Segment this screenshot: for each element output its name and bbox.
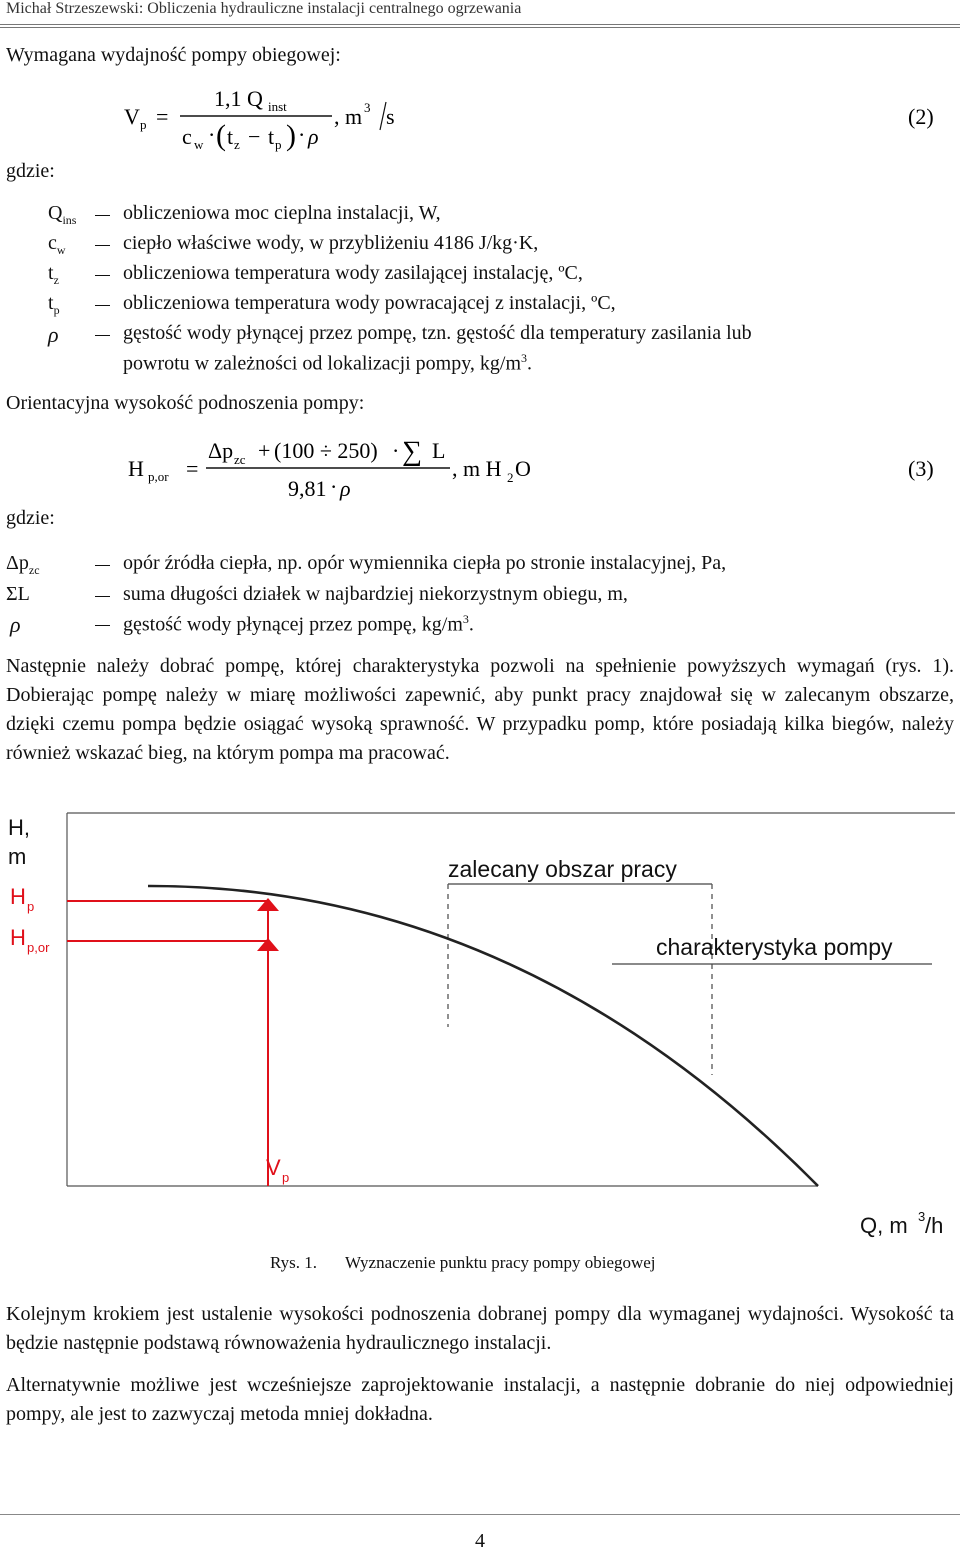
formula2-paren-open: ( bbox=[216, 119, 226, 152]
section-heading-pump-head: Orientacyjna wysokość podnoszenia pompy: bbox=[6, 392, 365, 414]
formula2-den-tp-sub: p bbox=[275, 137, 282, 152]
formula2-lhs-sub: p bbox=[140, 117, 147, 132]
formula2-unit: , m bbox=[334, 104, 363, 129]
hpor-label: H bbox=[10, 925, 26, 950]
vp-label: V bbox=[266, 1155, 281, 1180]
formula2-den-tz-sub: z bbox=[234, 137, 240, 152]
def1-symbol-tz: $t_z$ bbox=[48, 262, 59, 287]
def1-dash-4 bbox=[95, 305, 110, 306]
region-label: zalecany obszar pracy bbox=[448, 856, 677, 882]
formula-3 bbox=[110, 428, 950, 506]
hp-arrowhead bbox=[257, 898, 279, 911]
pump-characteristic-curve bbox=[148, 886, 818, 1186]
formula3-num-dp: Δp bbox=[208, 438, 234, 463]
formula2-paren-close: ) bbox=[286, 119, 296, 152]
formula3-lhs-sub: p,or bbox=[148, 469, 169, 484]
formula3-rho: ρ bbox=[340, 476, 351, 501]
def2-text-dpzc: opór źródła ciepła, np. opór wymiennika ciepła po stronie instalacyjnej, Pa, bbox=[123, 552, 727, 574]
curve-label: charakterystyka pompy bbox=[656, 934, 893, 960]
vp-label-sub: p bbox=[282, 1170, 290, 1185]
paragraph-alternative: Alternatywnie możliwe jest wcześniejsze zaprojektowanie instalacji, a następnie dobranie do niej odpowiedniej pompy, ale jest to zazwyczaj metoda mniej dokładna. bbox=[6, 1374, 954, 1425]
def1-symbol-qins: $Q_{ins}$ bbox=[48, 202, 77, 227]
def2-text-rho: gęstość wody płynącej przez pompę, $kg/m^3$. bbox=[123, 612, 474, 636]
def1-text-qins: obliczeniowa moc cieplna instalacji, W, bbox=[123, 202, 441, 224]
paragraph-next-step: Kolejnym krokiem jest ustalenie wysokości podnoszenia dobranej pompy dla wymaganej wydajności. Wysokość ta będzie następnie podstawą równoważenia hydraulicznego instalacji. bbox=[6, 1303, 954, 1354]
formula3-dot-1: · bbox=[392, 438, 400, 463]
y-axis-label-m: m bbox=[8, 844, 27, 869]
page-number: 4 bbox=[475, 1530, 485, 1552]
formula2-minus: − bbox=[248, 124, 261, 149]
formula2-num: 1,1 Q bbox=[214, 86, 263, 111]
formula2-lhs: V bbox=[124, 104, 140, 129]
formula3-L: L bbox=[432, 438, 446, 463]
def2-dash-1 bbox=[95, 565, 110, 566]
figure-caption-text: Wyznaczenie punktu pracy pompy obiegowej bbox=[345, 1253, 656, 1272]
hpor-arrowhead bbox=[257, 938, 279, 951]
formula3-den: 9,81 bbox=[288, 476, 327, 501]
formula3-lhs: H bbox=[128, 456, 144, 481]
formula2-den-tp: t bbox=[268, 124, 275, 149]
where-label-2: gdzie: bbox=[6, 507, 55, 529]
def1-dash-3 bbox=[95, 275, 110, 276]
def1-symbol-tp: $t_p$ bbox=[48, 292, 60, 317]
def1-dash-5 bbox=[95, 335, 110, 336]
formula2-rho: ρ bbox=[308, 124, 319, 149]
formula2-unit-sup: 3 bbox=[364, 100, 371, 115]
formula2-den-tz: t bbox=[227, 124, 234, 149]
header-rule bbox=[0, 24, 960, 25]
formula2-num-sub: inst bbox=[268, 99, 287, 114]
hpor-label-sub: p,or bbox=[27, 940, 50, 955]
formula3-plus: + bbox=[258, 438, 271, 463]
figure-pump-working-point bbox=[0, 805, 960, 1260]
def1-text-rho: gęstość wody płynącej przez pompę, tzn. gęstość dla temperatury zasilania lub bbox=[123, 322, 752, 344]
formula3-range: (100 ÷ 250) bbox=[274, 438, 378, 463]
section-heading-pump-flow: Wymagana wydajność pompy obiegowej: bbox=[6, 44, 341, 66]
formula3-dot-2: · bbox=[330, 474, 338, 499]
x-axis-label-sup: 3 bbox=[918, 1209, 926, 1224]
formula3-unit-sub: 2 bbox=[507, 470, 514, 485]
def2-symbol-rho: ρ bbox=[10, 612, 21, 637]
hp-label-sub: p bbox=[27, 899, 35, 914]
def2-symbol-dpzc: $\Delta p_{zc}$ bbox=[6, 552, 40, 577]
def1-text-cw: ciepło właściwe wody, w przybliżeniu 4186 J/kg·K, bbox=[123, 232, 539, 254]
def1-text-rho-continued: powrotu w zależności od lokalizacji pompy, $kg/m^3$. bbox=[123, 351, 533, 375]
formula2-dot-2: · bbox=[298, 122, 306, 147]
header-rule-2 bbox=[0, 27, 960, 28]
x-axis-label: Q, m bbox=[860, 1213, 908, 1238]
def2-symbol-sum-l: ΣL bbox=[6, 583, 30, 605]
figure-caption-number: Rys. 1. bbox=[270, 1253, 318, 1272]
formula3-num-dp-sub: zc bbox=[234, 452, 246, 467]
formula2-number: (2) bbox=[908, 104, 934, 129]
def1-symbol-cw: $c_w$ bbox=[48, 232, 66, 257]
x-axis-label-end: /h bbox=[925, 1213, 944, 1238]
def1-text-tz: obliczeniowa temperatura wody zasilającej instalację, ºC, bbox=[123, 262, 583, 284]
formula3-unit: , m H bbox=[452, 456, 502, 481]
def1-dash-2 bbox=[95, 245, 110, 246]
formula2-dot-1: · bbox=[208, 122, 216, 147]
where-label-1: gdzie: bbox=[6, 160, 55, 182]
formula2-den-c: c bbox=[182, 124, 192, 149]
formula3-number: (3) bbox=[908, 456, 934, 481]
hp-label: H bbox=[10, 884, 26, 909]
formula2-eq: = bbox=[156, 104, 169, 129]
def1-text-tp: obliczeniowa temperatura wody powracającej z instalacji, ºC, bbox=[123, 292, 616, 314]
formula3-unit-end: O bbox=[515, 456, 531, 481]
y-axis-label-h: H, bbox=[8, 815, 30, 840]
footer-rule bbox=[0, 1514, 960, 1515]
def2-text-sum-l: suma długości działek w najbardziej niekorzystnym obiegu, m, bbox=[123, 583, 628, 605]
formula2-unit-s: s bbox=[386, 104, 395, 129]
formula-2 bbox=[110, 82, 950, 158]
def1-symbol-rho: ρ bbox=[48, 322, 59, 347]
def1-dash-1 bbox=[95, 215, 110, 216]
def2-dash-2 bbox=[95, 596, 110, 597]
def2-dash-3 bbox=[95, 625, 110, 626]
formula2-den-c-sub: w bbox=[194, 137, 204, 152]
formula3-eq: = bbox=[186, 456, 199, 481]
formula3-sum: ∑ bbox=[402, 436, 422, 467]
paragraph-pump-selection: Następnie należy dobrać pompę, której charakterystyka pozwoli na spełnienie powyższych wymagań (rys. 1). Dobierając pompę należy w miarę możliwości zapewnić, aby punkt pracy znajdował się w zalecanym obszarze, dzięki czemu pompa będzie osiągać wysoką sprawność. W przypadku pomp, które posiadają kilka biegów, należy również wskazać bieg, na którym pompa ma pracować. bbox=[6, 655, 954, 764]
running-header: Michał Strzeszewski: Obliczenia hydrauliczne instalacji centralnego ogrzewania bbox=[6, 0, 522, 17]
